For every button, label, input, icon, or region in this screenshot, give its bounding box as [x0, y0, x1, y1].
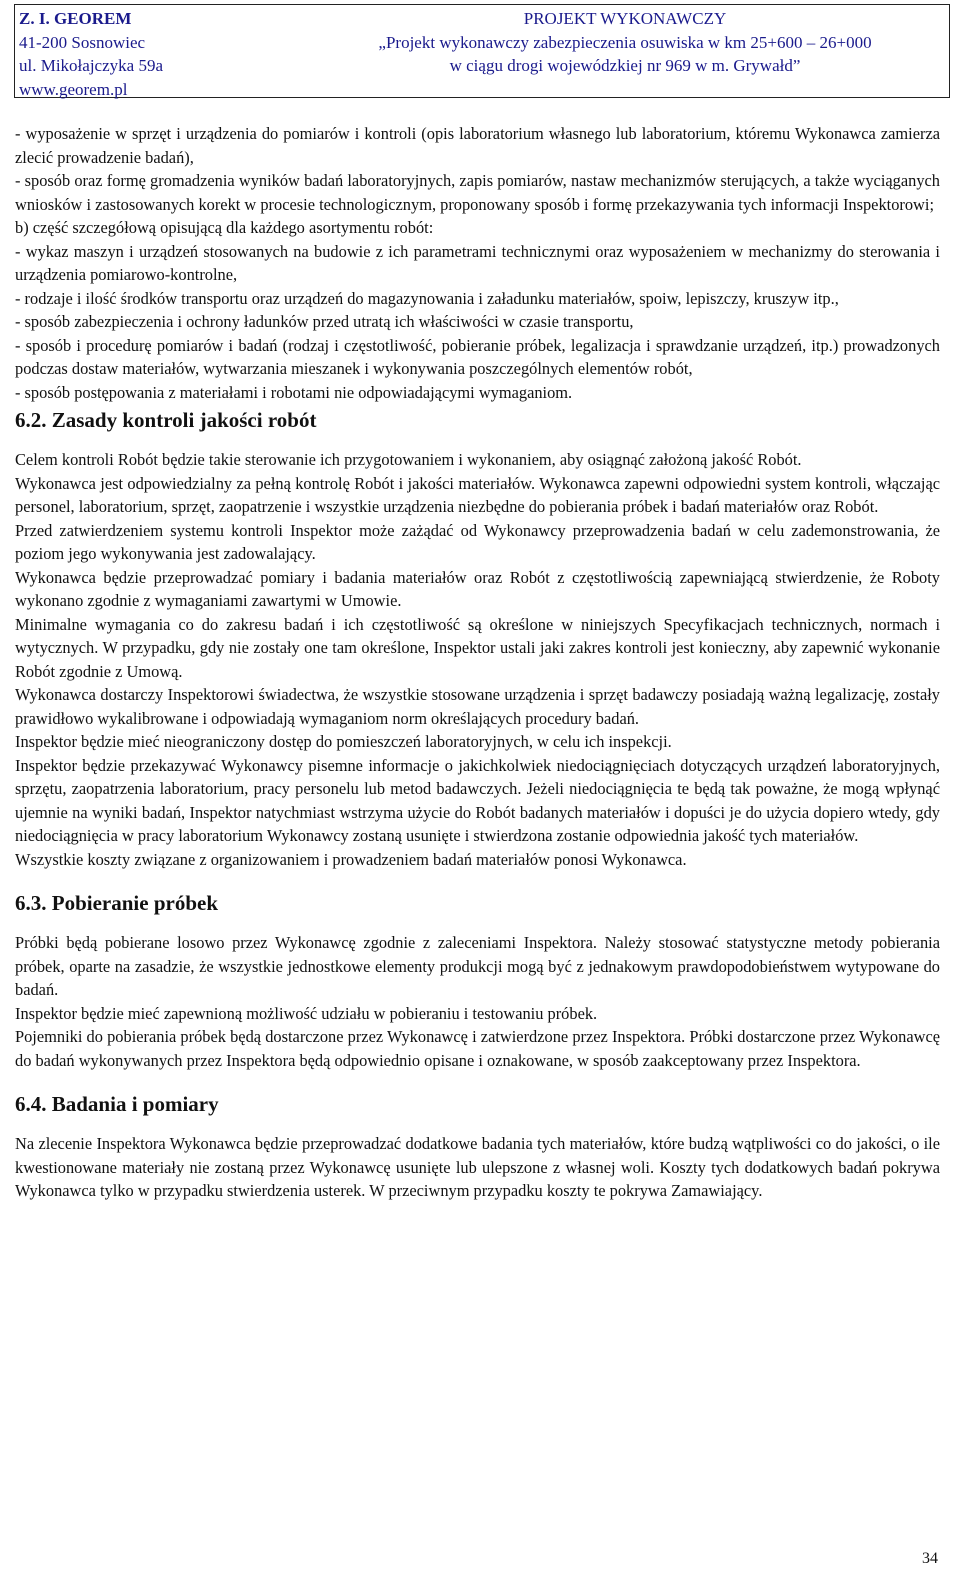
- company-info: [19, 7, 163, 101]
- section-6-2-paragraph: Wykonawca dostarczy Inspektorowi świadectwa, że wszystkie stosowane urządzenia i sprzęt badawczy posiadają ważną legalizację, zostały prawidłowo wykalibrowane i odpowiadają wymaganiom norm określających procedury badań.: [15, 685, 940, 728]
- section-6-3-paragraph: Próbki będą pobierane losowo przez Wykonawcę zgodnie z zaleceniami Inspektora. Należy stosować statystyczne metody pobierania próbek, oparte na zasadzie, że wszystkie jednostkowe elementy produkcji mogą być z jednakowym prawdopodobieństwem wytypowane do badań.: [15, 933, 940, 999]
- section-6-2-paragraph: Wszystkie koszty związane z organizowaniem i prowadzeniem badań materiałów ponosi Wykonawca.: [15, 849, 687, 869]
- project-type: PROJEKT WYKONAWCZY: [523, 9, 727, 28]
- intro-paragraph: - wyposażenie w sprzęt i urządzenia do pomiarów i kontroli (opis laboratorium własnego lub laboratorium, któremu Wykonawca zamierza zlecić prowadzenie badań),: [15, 124, 940, 167]
- company-name: Z. I. GEOREM: [19, 9, 132, 28]
- section-6-2-paragraph: Inspektor będzie mieć nieograniczony dostęp do pomieszczeń laboratoryjnych, w celu ich inspekcji.: [15, 732, 672, 751]
- section-6-2-paragraph: Wykonawca jest odpowiedzialny za pełną kontrolę Robót i jakości materiałów. Wykonawca zapewni odpowiedni system kontroli, włączając personel, laboratorium, sprzęt, zaopatrzenie i wszystkie urządzenia niezbędne do pobierania próbek i badań materiałów oraz Robót.: [15, 473, 940, 516]
- project-title-line-1: „Projekt wykonawczy zabezpieczenia osuwiska w km 25+600 – 26+000: [378, 32, 872, 52]
- document-header: [14, 4, 950, 98]
- section-6-3-paragraph: Pojemniki do pobierania próbek będą dostarczone przez Wykonawcę i zatwierdzone przez Inspektora. Próbki dostarczone przez Wykonawcę do badań wykonywanych przez Inspektora będą odpowiednio opisane i oznakowane, w sposób zaakceptowany przez Inspektora.: [15, 1027, 940, 1070]
- section-6-2-paragraph: Celem kontroli Robót będzie takie sterowanie ich przygotowaniem i wykonaniem, aby osiągnąć założoną jakość Robót.: [15, 450, 802, 469]
- intro-paragraph: - sposób zabezpieczenia i ochrony ładunków przed utratą ich właściwości w czasie transportu,: [15, 312, 634, 331]
- intro-paragraph: - sposób i procedurę pomiarów i badań (rodzaj i częstotliwość, pobieranie próbek, legalizacja i sprawdzanie urządzeń, itp.) prowadzonych podczas dostaw materiałów, wytwarzania mieszanek i wykonywania poszczególnych elementów robót,: [15, 335, 940, 378]
- section-heading-6-2: 6.2. Zasady kontroli jakości robót: [15, 408, 317, 432]
- intro-paragraph: b) część szczegółową opisującą dla każdego asortymentu robót:: [15, 218, 434, 237]
- section-6-4-paragraph: Na zlecenie Inspektora Wykonawca będzie przeprowadzać dodatkowe badania tych materiałów, które budzą wątpliwości co do jakości, o ile kwestionowane materiały nie zostaną przez Wykonawcę usunięte lub ulepszone z własnej woli. Koszty tych dodatkowych badań pokrywa Wykonawca tylko w przypadku stwierdzenia usterek. W przeciwnym przypadku koszty te pokrywa Zamawiający.: [15, 1134, 940, 1200]
- intro-paragraph: - sposób oraz formę gromadzenia wyników badań laboratoryjnych, zapis pomiarów, nastaw mechanizmów sterujących, a także wyciąganych wniosków i zastosowanych korekt w procesie technologicznym, proponowany sposób i formę przekazywania tych informacji Inspektorowi;: [15, 171, 940, 214]
- company-city: 41-200 Sosnowiec: [19, 32, 146, 52]
- section-6-2-paragraph: Wykonawca będzie przeprowadzać pomiary i badania materiałów oraz Robót z częstotliwością zapewniającą stwierdzenie, że Roboty wykonano zgodnie z wymaganiami zawartymi w Umowie.: [15, 567, 940, 610]
- document-body: [15, 122, 940, 1203]
- company-street: ul. Mikołajczyka 59a: [19, 56, 163, 75]
- project-info: [325, 7, 925, 78]
- section-6-3-paragraph: Inspektor będzie mieć zapewnioną możliwość udziału w pobieraniu i testowaniu próbek.: [15, 1003, 598, 1023]
- intro-paragraph: - rodzaje i ilość środków transportu oraz urządzeń do magazynowania i załadunku materiałów, spoiw, lepiszczy, kruszyw itp.,: [15, 288, 839, 308]
- section-6-2-paragraph: Minimalne wymagania co do zakresu badań i ich częstotliwość są określone w niniejszych Specyfikacjach technicznych, normach i wytycznych. W przypadku, gdy nie zostały one tam określone, Inspektor ustali jaki zakres kontroli jest konieczny, aby zapewnić wykonanie Robót zgodnie z Umową.: [15, 614, 940, 681]
- page-number: 34: [922, 1550, 938, 1567]
- intro-paragraph: - sposób postępowania z materiałami i robotami nie odpowiadającymi wymaganiom.: [15, 382, 573, 402]
- section-6-2-paragraph: Przed zatwierdzeniem systemu kontroli Inspektor może zażądać od Wykonawcy przeprowadzenia badań w celu zademonstrowania, że poziom jego wykonywania jest zadowalający.: [15, 520, 940, 563]
- section-6-2-paragraph: Inspektor będzie przekazywać Wykonawcy pisemne informacje o jakichkolwiek niedociągnięciach dotyczących urządzeń laboratoryjnych, sprzętu, zaopatrzenia laboratorium, pracy personelu lub metod badawczych. Jeżeli niedociągnięcia te będą tak poważne, że mogą wpłynąć ujemnie na wyniki badań, Inspektor natychmiast wstrzyma użycie do Robót badanych materiałów i dopuści je do użycia dopiero wtedy, gdy niedociągnięcia w pracy laboratorium Wykonawcy zostaną usunięte i stwierdzona zostanie odpowiednia jakość tych materiałów.: [15, 755, 940, 845]
- section-heading-6-4: 6.4. Badania i pomiary: [15, 1092, 219, 1116]
- section-heading-6-3: 6.3. Pobieranie próbek: [15, 891, 218, 915]
- intro-paragraph: - wykaz maszyn i urządzeń stosowanych na budowie z ich parametrami technicznymi oraz wyposażeniem w mechanizmy do sterowania i urządzenia pomiarowo-kontrolne,: [15, 241, 940, 284]
- project-title-line-2: w ciągu drogi wojewódzkiej nr 969 w m. Grywałd”: [449, 56, 801, 75]
- company-website: www.georem.pl: [19, 79, 128, 99]
